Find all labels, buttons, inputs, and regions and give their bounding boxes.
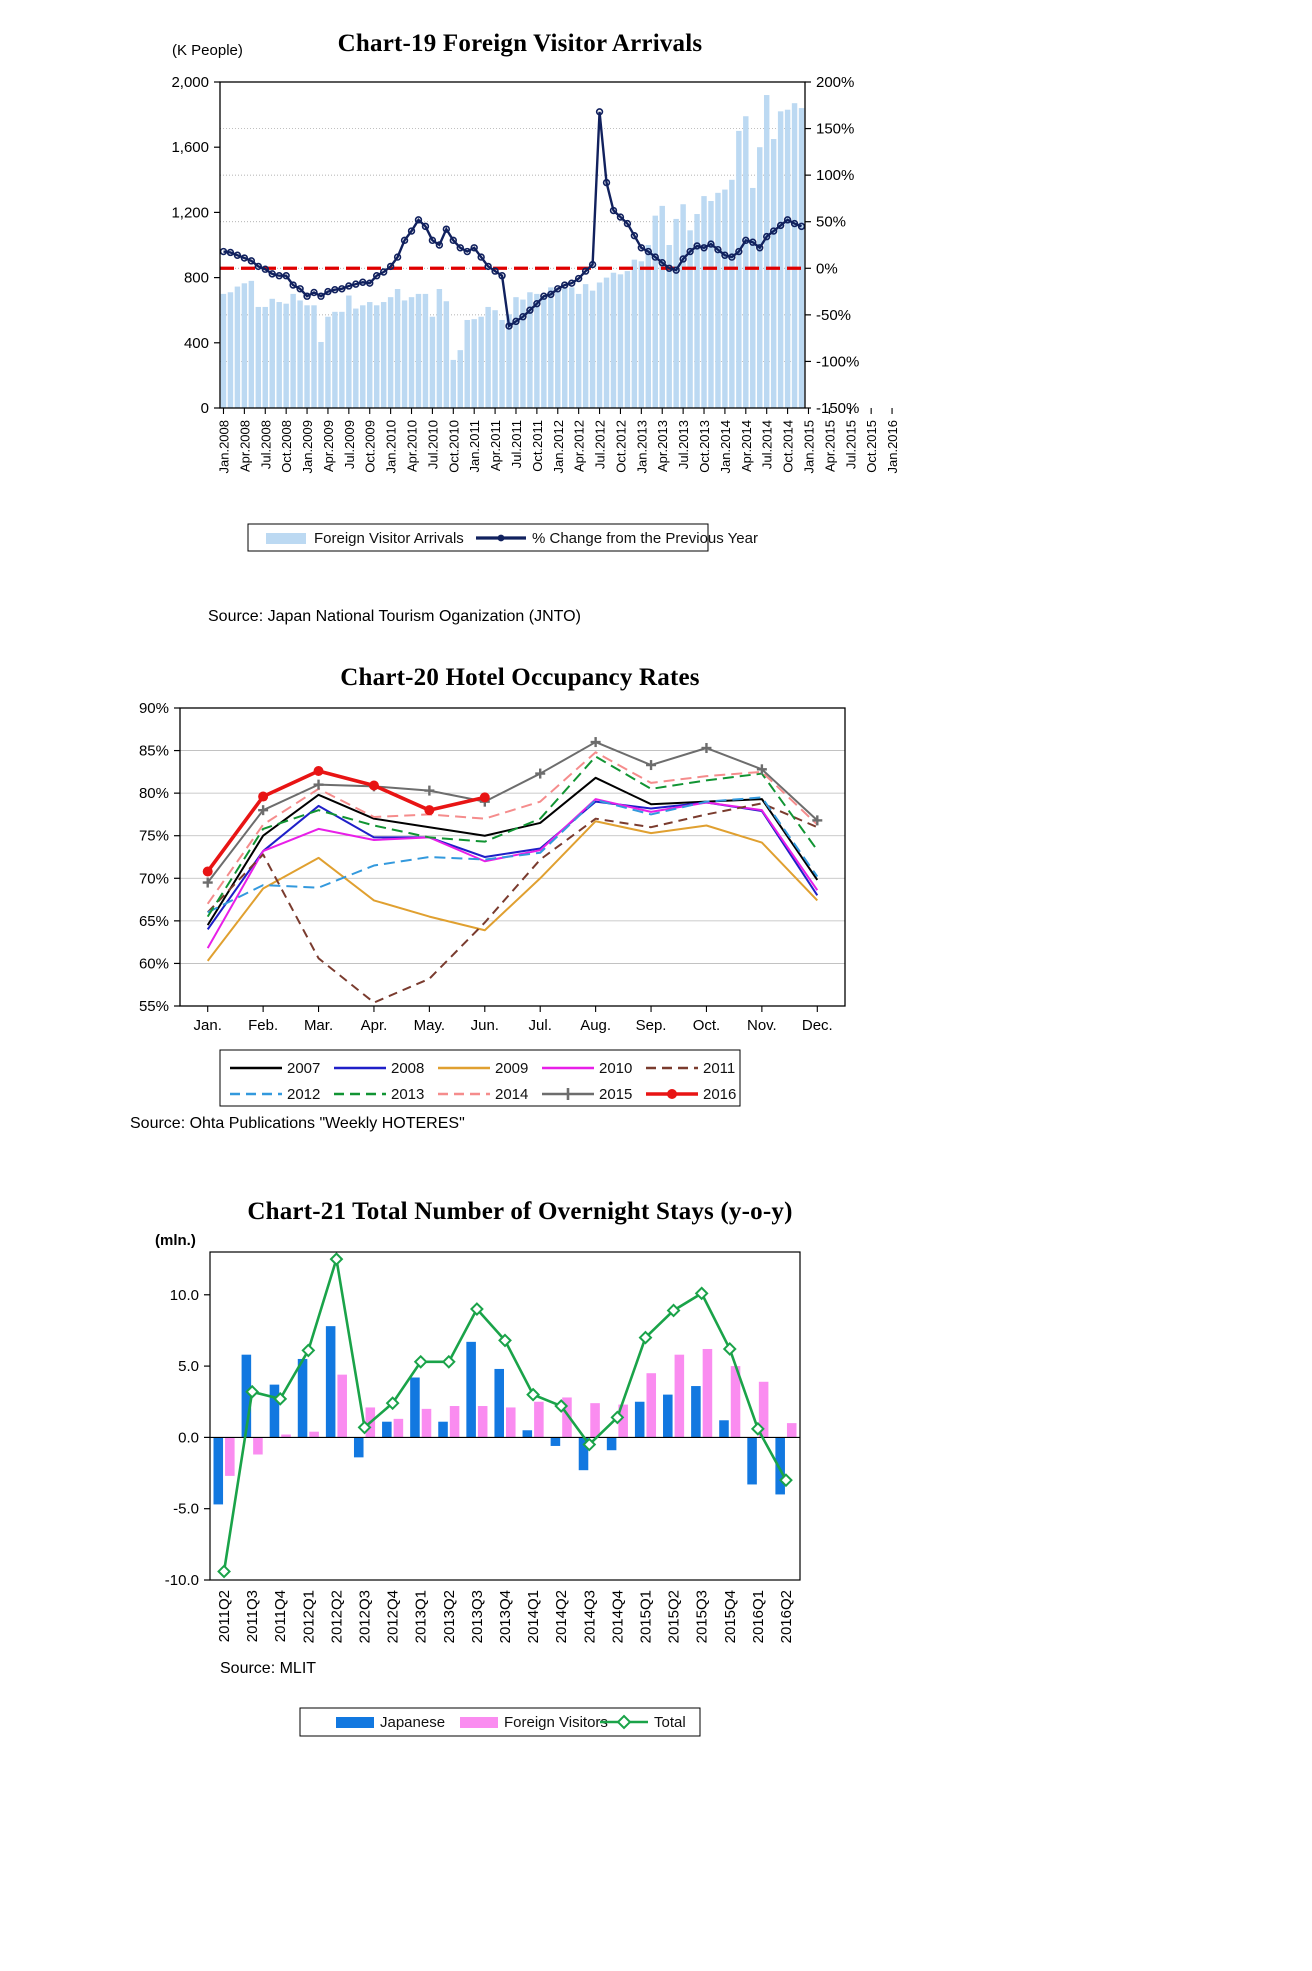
svg-text:2016Q1: 2016Q1 <box>749 1590 767 1644</box>
svg-text:Oct.: Oct. <box>692 1017 721 1034</box>
svg-text:2013Q2: 2013Q2 <box>440 1590 458 1644</box>
svg-text:2011Q4: 2011Q4 <box>272 1590 290 1643</box>
svg-text:2010: 2010 <box>599 1060 633 1077</box>
svg-text:Oct.2014: Oct.2014 <box>780 420 796 473</box>
svg-text:Oct.2015: Oct.2015 <box>864 420 880 473</box>
svg-text:Apr.2011: Apr.2011 <box>488 420 504 472</box>
svg-text:2014: 2014 <box>495 1086 529 1103</box>
svg-text:2014Q2: 2014Q2 <box>553 1590 571 1644</box>
svg-text:Jan.2014: Jan.2014 <box>717 420 733 474</box>
svg-text:Apr.2015: Apr.2015 <box>822 420 838 473</box>
svg-text:Jul.2014: Jul.2014 <box>759 420 775 470</box>
svg-text:75%: 75% <box>138 827 169 845</box>
svg-text:Oct.2011: Oct.2011 <box>529 420 545 472</box>
svg-text:2013: 2013 <box>391 1086 425 1103</box>
svg-text:2011Q2: 2011Q2 <box>216 1590 234 1643</box>
svg-text:Oct.2010: Oct.2010 <box>446 420 462 473</box>
svg-text:2012: 2012 <box>287 1086 321 1103</box>
svg-text:Apr.2010: Apr.2010 <box>404 420 420 473</box>
svg-text:May.: May. <box>413 1017 446 1034</box>
svg-text:0%: 0% <box>816 260 838 278</box>
svg-text:-50%: -50% <box>816 306 852 324</box>
svg-text:2012Q4: 2012Q4 <box>384 1590 402 1644</box>
svg-text:Apr.2013: Apr.2013 <box>655 420 671 473</box>
chart-19-plot <box>90 60 990 660</box>
svg-text:400: 400 <box>183 334 209 352</box>
svg-text:10.0: 10.0 <box>169 1286 199 1304</box>
chart-20-block <box>0 660 1312 1160</box>
svg-text:Jul.2011: Jul.2011 <box>508 420 524 469</box>
svg-text:2012Q1: 2012Q1 <box>300 1590 318 1644</box>
svg-text:Apr.: Apr. <box>360 1017 388 1034</box>
svg-text:Apr.2008: Apr.2008 <box>237 420 253 473</box>
svg-text:1,600: 1,600 <box>171 139 209 157</box>
svg-text:2014Q4: 2014Q4 <box>609 1590 627 1644</box>
svg-text:2007: 2007 <box>287 1060 321 1077</box>
svg-text:2009: 2009 <box>495 1060 529 1077</box>
chart-19-source: Source: Japan National Tourism Oganization (JNTO) <box>208 608 581 625</box>
svg-text:2016Q2: 2016Q2 <box>777 1590 795 1644</box>
svg-text:Jan.2010: Jan.2010 <box>383 420 399 474</box>
svg-text:2015Q2: 2015Q2 <box>665 1590 683 1644</box>
svg-text:70%: 70% <box>138 870 169 888</box>
svg-text:2015: 2015 <box>599 1086 633 1103</box>
svg-text:Jan.2009: Jan.2009 <box>300 420 316 474</box>
svg-text:0.0: 0.0 <box>178 1429 199 1447</box>
svg-text:80%: 80% <box>138 785 169 803</box>
svg-text:Jul.2013: Jul.2013 <box>676 420 692 470</box>
svg-text:85%: 85% <box>138 742 169 760</box>
svg-text:Jul.2010: Jul.2010 <box>425 420 441 470</box>
svg-text:Feb.: Feb. <box>248 1017 279 1034</box>
svg-text:-150%: -150% <box>816 400 860 417</box>
svg-text:1,200: 1,200 <box>171 204 209 222</box>
svg-text:Jan.: Jan. <box>193 1017 222 1034</box>
svg-text:2013Q1: 2013Q1 <box>412 1590 430 1644</box>
svg-text:Apr.2009: Apr.2009 <box>320 420 336 473</box>
svg-text:2014Q1: 2014Q1 <box>525 1590 543 1644</box>
svg-text:Jul.: Jul. <box>528 1017 552 1034</box>
svg-text:2,000: 2,000 <box>171 74 209 91</box>
svg-text:Sep.: Sep. <box>635 1017 667 1034</box>
svg-text:Oct.2012: Oct.2012 <box>613 420 629 473</box>
svg-text:2014Q3: 2014Q3 <box>581 1590 599 1644</box>
svg-text:2015Q4: 2015Q4 <box>721 1590 739 1644</box>
svg-text:Apr.2012: Apr.2012 <box>571 420 587 473</box>
svg-text:Jun.: Jun. <box>470 1017 499 1034</box>
svg-text:Jul.2015: Jul.2015 <box>843 420 859 470</box>
svg-text:-10.0: -10.0 <box>164 1572 199 1589</box>
svg-text:Jan.2015: Jan.2015 <box>801 420 817 474</box>
svg-text:Japanese: Japanese <box>380 1714 446 1731</box>
svg-text:-100%: -100% <box>816 353 860 371</box>
svg-text:Jan.2013: Jan.2013 <box>634 420 650 474</box>
chart-19-title: Chart-19 Foreign Visitor Arrivals <box>337 30 703 57</box>
svg-text:% Change from the Previous Yea: % Change from the Previous Year <box>532 530 758 547</box>
svg-text:Jul.2009: Jul.2009 <box>341 420 357 470</box>
svg-text:2012Q2: 2012Q2 <box>328 1590 346 1644</box>
svg-text:2013Q3: 2013Q3 <box>468 1590 486 1644</box>
svg-text:Jul.2012: Jul.2012 <box>592 420 608 470</box>
svg-text:Jan.2016: Jan.2016 <box>885 420 901 474</box>
chart-20-source: Source: Ohta Publications "Weekly HOTERES" <box>130 1115 465 1132</box>
chart-20-plot <box>70 688 1020 1138</box>
svg-text:2016: 2016 <box>703 1086 737 1103</box>
svg-text:Aug.: Aug. <box>580 1017 612 1034</box>
svg-text:-5.0: -5.0 <box>173 1500 199 1518</box>
svg-text:800: 800 <box>183 269 209 287</box>
svg-text:Oct.2008: Oct.2008 <box>279 420 295 473</box>
chart-21-source: Source: MLIT <box>220 1660 317 1677</box>
svg-text:2011: 2011 <box>703 1060 736 1077</box>
svg-text:100%: 100% <box>816 167 855 185</box>
svg-text:Jan.2008: Jan.2008 <box>216 420 232 474</box>
svg-text:55%: 55% <box>138 998 169 1015</box>
svg-text:2011Q3: 2011Q3 <box>244 1590 262 1643</box>
svg-text:Foreign Visitor Arrivals: Foreign Visitor Arrivals <box>314 530 464 547</box>
svg-text:2015Q3: 2015Q3 <box>693 1590 711 1644</box>
svg-text:2008: 2008 <box>391 1060 425 1077</box>
svg-text:60%: 60% <box>138 955 169 973</box>
svg-text:Oct.2013: Oct.2013 <box>697 420 713 473</box>
svg-text:0: 0 <box>200 400 209 417</box>
svg-text:50%: 50% <box>816 213 847 231</box>
svg-text:90%: 90% <box>138 700 169 717</box>
chart-21-unit-label: (mln.) <box>155 1232 196 1249</box>
svg-text:Apr.2014: Apr.2014 <box>738 420 754 473</box>
svg-text:150%: 150% <box>816 120 855 138</box>
svg-text:Total: Total <box>654 1714 686 1731</box>
chart-19-block <box>0 0 1312 660</box>
svg-text:65%: 65% <box>138 912 169 930</box>
svg-text:200%: 200% <box>816 74 855 91</box>
svg-text:Oct.2009: Oct.2009 <box>362 420 378 473</box>
svg-text:2013Q4: 2013Q4 <box>497 1590 514 1644</box>
chart-19-unit-label: (K People) <box>172 42 243 59</box>
svg-text:Jan.2011: Jan.2011 <box>467 420 483 473</box>
chart-21-block <box>0 1160 1312 1731</box>
chart-20-title: Chart-20 Hotel Occupancy Rates <box>340 664 700 691</box>
svg-text:2015Q1: 2015Q1 <box>637 1590 655 1644</box>
svg-text:5.0: 5.0 <box>178 1358 199 1376</box>
svg-text:Foreign Visitors: Foreign Visitors <box>504 1714 608 1731</box>
svg-text:Nov.: Nov. <box>747 1017 777 1034</box>
svg-text:Jan.2012: Jan.2012 <box>550 420 566 474</box>
svg-text:Mar.: Mar. <box>303 1017 334 1034</box>
chart-21-title: Chart-21 Total Number of Overnight Stays (y-o-y) <box>247 1198 793 1225</box>
svg-text:Jul.2008: Jul.2008 <box>258 420 274 470</box>
svg-text:2012Q3: 2012Q3 <box>356 1590 374 1644</box>
svg-text:Dec.: Dec. <box>801 1017 833 1034</box>
